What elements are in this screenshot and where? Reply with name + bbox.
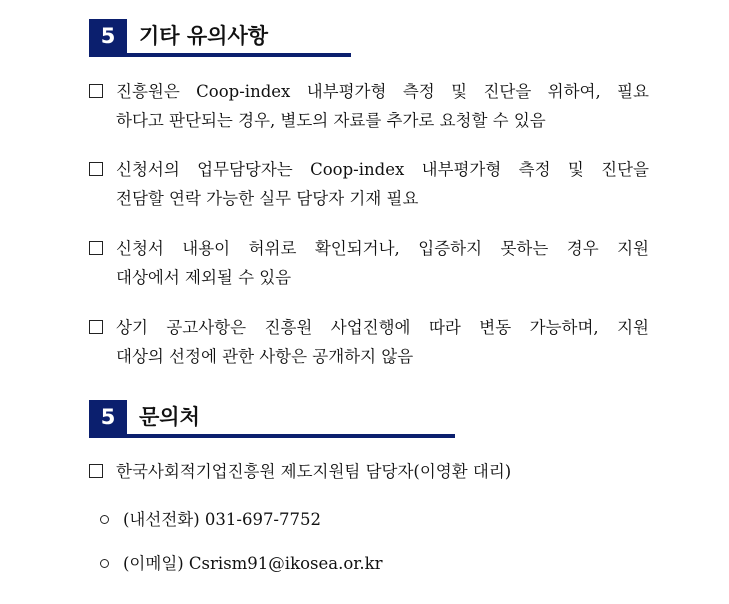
notice-item: [89, 313, 649, 371]
checkbox-icon: [89, 320, 103, 334]
section-underline: [89, 53, 351, 57]
phone-text: (내선전화) 031-697-7752: [123, 510, 322, 529]
email-text: (이메일) Csrism91@ikosea.or.kr: [123, 554, 383, 573]
notice-line: 신청서의 업무담당자는 Coop-index 내부평가형 측정 및 진단을: [116, 160, 649, 179]
notice-line: 대상에서 제외될 수 있음: [116, 268, 292, 287]
notice-line: 진흥원은 Coop-index 내부평가형 측정 및 진단을 위하여, 필요: [116, 82, 649, 101]
notice-line: 신청서 내용이 허위로 확인되거나, 입증하지 못하는 경우 지원: [116, 239, 649, 258]
notice-line: 하다고 판단되는 경우, 별도의 자료를 추가로 요청할 수 있음: [116, 111, 546, 130]
section-header-contact: [89, 400, 455, 438]
checkbox-icon: [89, 84, 103, 98]
notice-item: [89, 234, 649, 292]
contact-item: [89, 457, 649, 486]
checkbox-icon: [89, 162, 103, 176]
checkbox-icon: [89, 464, 103, 478]
contact-email: [100, 549, 382, 578]
section-number: 5: [89, 19, 127, 53]
notice-item: [89, 77, 649, 135]
notice-line: 전담할 연락 가능한 실무 담당자 기재 필요: [116, 189, 419, 208]
section-number: 5: [89, 400, 127, 434]
section-underline: [89, 434, 455, 438]
notice-line: 대상의 선정에 관한 사항은 공개하지 않음: [116, 347, 414, 366]
section-title: 기타 유의사항: [139, 24, 269, 48]
checkbox-icon: [89, 241, 103, 255]
circle-bullet-icon: [100, 559, 109, 568]
notice-line: 상기 공고사항은 진흥원 사업진행에 따라 변동 가능하며, 지원: [116, 318, 649, 337]
section-title: 문의처: [139, 405, 200, 429]
contact-phone: [100, 505, 321, 534]
circle-bullet-icon: [100, 515, 109, 524]
notice-item: [89, 155, 649, 213]
contact-line: 한국사회적기업진흥원 제도지원팀 담당자(이영환 대리): [116, 462, 512, 481]
section-header-notes: [89, 19, 351, 57]
